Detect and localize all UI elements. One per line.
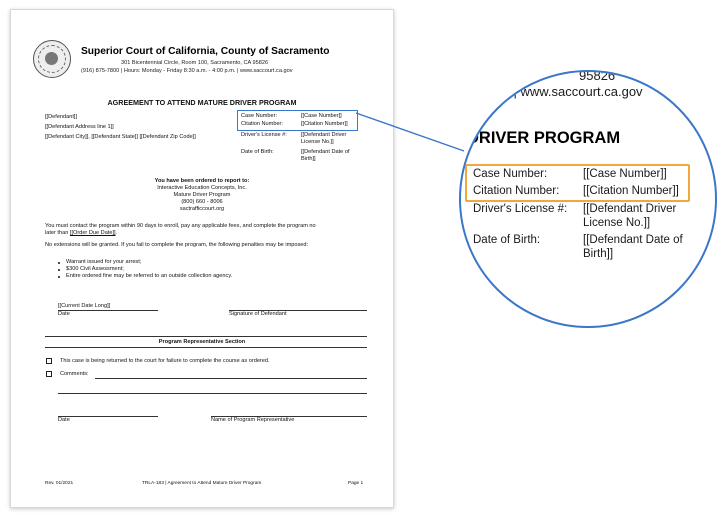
case-number-value: [[Case Number]] — [301, 113, 342, 119]
defendant-address: [[Defendant Address line 1]] — [45, 124, 114, 130]
court-seal-icon — [33, 40, 71, 78]
zoom-citation-label: Citation Number: — [473, 185, 560, 197]
dob-label: Date of Birth: — [241, 149, 274, 155]
bullet-icon — [58, 262, 60, 264]
instructions-line-1: You must contact the program within 90 days to enroll, pay any applicable fees, and complete the program no — [45, 223, 316, 229]
rep-date-label: Date — [58, 417, 70, 423]
document-title: AGREEMENT TO ATTEND MATURE DRIVER PROGRAM — [107, 98, 297, 107]
zoom-dob-label: Date of Birth: — [473, 234, 541, 246]
defendant-name: [[Defendant]] — [45, 114, 78, 120]
order-due-date: [[Order Due Date]] — [69, 230, 116, 236]
bullet-icon — [58, 269, 60, 271]
citation-number-label: Citation Number: — [241, 121, 283, 127]
magnifier-circle — [459, 70, 717, 328]
penalty-item: Entire ordered fine may be referred to an outside collection agency. — [66, 273, 233, 279]
comments-label: Comments: — [60, 371, 89, 377]
date-label: Date — [58, 311, 70, 317]
comments-line-1 — [95, 378, 367, 379]
zoom-partial-zip: 95826 — [579, 70, 616, 83]
court-name: Superior Court of California, County of Sacramento — [81, 46, 330, 57]
defendant-signature-label: Signature of Defendant — [229, 311, 287, 317]
rep-section-heading: Program Representative Section — [158, 339, 246, 345]
footer-revision: Rev. 01/2021 — [45, 481, 74, 486]
return-to-court-label: This case is being returned to the court for failure to complete the course as ordered. — [60, 358, 270, 364]
case-number-label: Case Number: — [241, 113, 278, 119]
return-to-court-checkbox[interactable] — [46, 358, 52, 364]
rep-name-label: Name of Program Representative — [211, 417, 295, 423]
court-contact: (916) 875-7800 | Hours: Monday - Friday 8:30 a.m. - 4:00 p.m. | www.saccourt.ca.gov — [81, 68, 293, 74]
court-address: 301 Bicentennial Circle, Room 100, Sacramento, CA 95826 — [121, 60, 269, 66]
zoom-dob-value-2: Birth]] — [583, 248, 614, 260]
report-program: Mature Driver Program — [173, 192, 231, 198]
license-value-1: [[Defendant Driver — [301, 132, 347, 138]
current-date-value: [[Current Date Long]] — [58, 303, 111, 309]
penalty-item: Warrant issued for your arrest; — [66, 259, 142, 265]
zoom-partial-website: n. | www.saccourt.ca.gov — [499, 84, 643, 99]
zoom-case-label: Case Number: — [473, 168, 548, 180]
zoom-heading: DRIVER PROGRAM — [467, 129, 621, 147]
dob-value-1: [[Defendant Date of — [301, 149, 350, 155]
zoom-case-value: [[Case Number]] — [583, 168, 667, 180]
report-org: Interactive Education Concepts, Inc. — [157, 185, 247, 191]
penalties-intro: No extensions will be granted. If you fail to complete the program, the following penalties may be imposed: — [45, 242, 309, 248]
date-signature-line — [58, 310, 158, 311]
zoom-license-value-2: License No.]] — [583, 217, 651, 229]
penalty-item: $300 Civil Assessment; — [66, 266, 124, 272]
zoom-citation-value: [[Citation Number]] — [583, 185, 679, 197]
comments-checkbox[interactable] — [46, 371, 52, 377]
license-label: Driver's License #: — [241, 132, 287, 138]
citation-number-value: [[Citation Number]] — [301, 121, 348, 127]
zoom-license-value-1: [[Defendant Driver — [583, 203, 677, 215]
bullet-icon — [58, 276, 60, 278]
license-value-2: License No.]] — [301, 139, 334, 145]
dob-value-2: Birth]] — [301, 156, 316, 162]
report-site: sactrafficcourt.org — [179, 206, 225, 212]
footer-form: TRLA-183 | Agreement to Attend Mature Driver Program — [142, 481, 262, 486]
comments-line-2 — [58, 393, 367, 394]
section-divider-top — [45, 336, 367, 337]
section-divider-bottom — [45, 347, 367, 348]
zoom-license-label: Driver's License #: — [473, 203, 568, 215]
zoom-dob-value-1: [[Defendant Date of — [583, 234, 683, 246]
instructions-line-2: later than [[Order Due Date]]. — [45, 230, 118, 236]
footer-page: Page 1 — [348, 481, 364, 486]
rep-date-line — [58, 416, 158, 417]
report-heading: You have been ordered to report to: — [154, 178, 250, 184]
defendant-city-state-zip: [[Defendant City]], [[Defendant State]] [[Defendant Zip Code]] — [45, 134, 196, 140]
document-page — [10, 9, 394, 508]
report-phone: (800) 660 - 8006 — [181, 199, 223, 205]
